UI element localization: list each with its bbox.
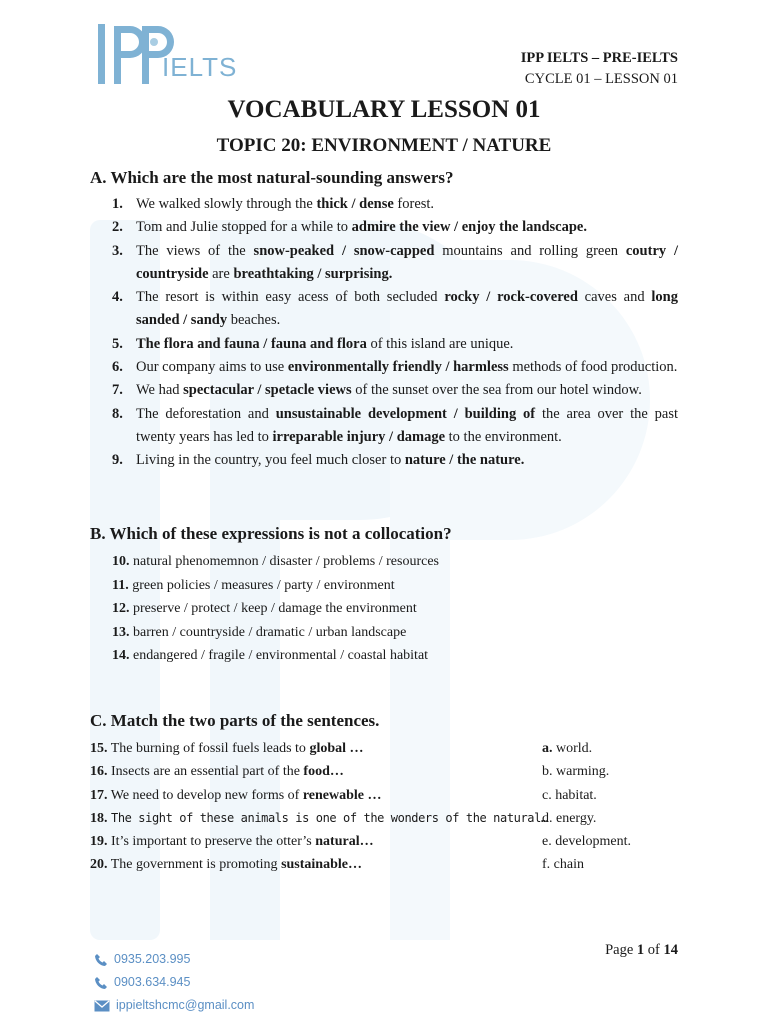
sentence-start: Insects are an essential part of the bbox=[111, 764, 304, 780]
sentence-start: The government is promoting bbox=[110, 857, 282, 873]
question-number: 10. bbox=[112, 554, 130, 569]
question-number: 13. bbox=[112, 624, 130, 640]
question-number: 9. bbox=[112, 452, 123, 469]
answer-options: environmentally friendly / harmless bbox=[287, 359, 509, 376]
question-number: 2. bbox=[112, 219, 123, 236]
collocation-item bbox=[112, 597, 678, 621]
question-text: are bbox=[208, 265, 234, 282]
question-text: The resort is within easy acess of both secluded bbox=[136, 289, 445, 306]
sentence-keyword: renewable … bbox=[302, 787, 382, 803]
answer-options: breathtaking / surprising. bbox=[233, 265, 393, 282]
match-row bbox=[90, 853, 690, 876]
question-number: 17. bbox=[90, 787, 108, 803]
page-total: 14 bbox=[663, 942, 678, 958]
sentence-start: We need to develop new forms of bbox=[110, 787, 303, 803]
question-number: 12. bbox=[112, 601, 130, 616]
sentence-keyword: sustainable… bbox=[281, 857, 362, 873]
contact-info bbox=[94, 948, 254, 1017]
question-number: 11. bbox=[112, 577, 129, 593]
question-number: 1. bbox=[112, 196, 123, 212]
phone-2-text: 0903.634.945 bbox=[114, 975, 191, 989]
question-number: 20. bbox=[90, 857, 108, 873]
answer-options: The flora and fauna / fauna and flora bbox=[136, 335, 367, 352]
question-item bbox=[112, 379, 678, 402]
match-row bbox=[90, 830, 690, 853]
question-number: 15. bbox=[90, 741, 108, 756]
question-text: We walked slowly through the bbox=[136, 196, 317, 212]
match-row bbox=[90, 807, 690, 830]
page-prefix: Page bbox=[605, 942, 637, 958]
answer-options: nature / the nature. bbox=[404, 452, 525, 469]
question-text: The views of the bbox=[136, 242, 254, 259]
collocation-item bbox=[112, 574, 678, 598]
section-c-heading: C. Match the two parts of the sentences. bbox=[90, 711, 380, 730]
answer-options: rocky / rock-covered bbox=[444, 289, 578, 306]
collocation-text: green policies / measures / party / environment bbox=[132, 577, 395, 593]
collocation-text: preserve / protect / keep / damage the environment bbox=[133, 601, 417, 616]
collocation-text: natural phenomemnon / disaster / problems / resources bbox=[133, 554, 439, 569]
sentence-keyword: food… bbox=[303, 764, 344, 780]
question-text: methods of food production. bbox=[508, 359, 678, 376]
question-text: We had bbox=[136, 382, 184, 399]
question-number: 16. bbox=[90, 764, 108, 780]
document-header bbox=[521, 48, 678, 90]
answer-options: irreparable injury / damage bbox=[272, 428, 446, 445]
section-b-heading: B. Which of these expressions is not a collocation? bbox=[90, 524, 452, 543]
answer-options: thick / dense bbox=[316, 196, 394, 212]
question-number: 3. bbox=[112, 242, 123, 259]
option-text: f. chain bbox=[542, 857, 584, 873]
question-number: 14. bbox=[112, 648, 130, 663]
page-title: VOCABULARY LESSON 01 bbox=[227, 96, 541, 123]
sentence-start: It’s important to preserve the otter’s bbox=[111, 834, 316, 850]
question-number: 8. bbox=[112, 405, 123, 422]
topic-title: TOPIC 20: ENVIRONMENT / NATURE bbox=[216, 135, 552, 156]
sentence-keyword: natural… bbox=[315, 834, 374, 850]
option-text: d. energy. bbox=[542, 810, 597, 826]
sentence-start: The sight of these animals is one of the wonders of the natural… bbox=[111, 810, 548, 825]
question-number: 19. bbox=[90, 834, 108, 850]
section-b-list bbox=[112, 550, 678, 668]
collocation-item bbox=[112, 621, 678, 645]
answer-options: snow-peaked / snow-capped bbox=[253, 242, 435, 259]
option-label: a. bbox=[542, 741, 553, 756]
phone-1-text: 0935.203.995 bbox=[114, 952, 191, 966]
question-text: caves and bbox=[577, 289, 652, 306]
question-item bbox=[112, 333, 678, 356]
question-text: of this island are unique. bbox=[366, 335, 514, 352]
section-a-heading: A. Which are the most natural-sounding answers? bbox=[90, 168, 454, 187]
page-current: 1 bbox=[636, 942, 645, 958]
answer-options: coutry / countryside bbox=[136, 242, 679, 282]
match-option bbox=[542, 830, 631, 853]
question-number: 6. bbox=[112, 359, 123, 376]
question-item bbox=[112, 240, 678, 287]
question-item bbox=[112, 449, 678, 472]
phone-icon bbox=[94, 953, 108, 967]
header-line-2: CYCLE 01 – LESSON 01 bbox=[524, 71, 678, 87]
collocation-item bbox=[112, 550, 678, 574]
question-number: 18. bbox=[90, 810, 108, 826]
email-icon bbox=[94, 1000, 110, 1012]
question-text: beaches. bbox=[227, 312, 281, 329]
phone-2 bbox=[94, 971, 254, 994]
question-number: 4. bbox=[112, 289, 123, 306]
question-text: The deforestation and bbox=[136, 405, 276, 422]
question-text: mountains and rolling green bbox=[434, 242, 626, 259]
option-text: c. habitat. bbox=[542, 787, 597, 803]
header-line-1: IPP IELTS – PRE-IELTS bbox=[520, 50, 678, 66]
match-row bbox=[90, 760, 690, 783]
question-text: of the sunset over the sea from our hotel window. bbox=[351, 382, 642, 399]
sentence-start: The burning of fossil fuels leads to bbox=[110, 741, 310, 756]
answer-options: spectacular / spetacle views bbox=[183, 382, 352, 399]
question-text: to the environment. bbox=[445, 428, 562, 445]
answer-options: admire the view / enjoy the landscape. bbox=[351, 219, 587, 236]
phone-icon bbox=[94, 976, 108, 990]
phone-1 bbox=[94, 948, 254, 971]
sentence-keyword: global … bbox=[309, 741, 364, 756]
email-text: ippieltshcmc@gmail.com bbox=[116, 998, 255, 1012]
match-option bbox=[542, 784, 597, 807]
match-row bbox=[90, 737, 690, 760]
question-text: Living in the country, you feel much closer to bbox=[136, 452, 405, 469]
question-item bbox=[112, 216, 678, 239]
question-item bbox=[112, 403, 678, 450]
match-option bbox=[542, 760, 609, 783]
page-of: of bbox=[644, 942, 664, 958]
question-text: forest. bbox=[393, 196, 435, 212]
answer-options: long sanded / sandy bbox=[136, 289, 678, 329]
email bbox=[94, 994, 254, 1017]
question-item bbox=[112, 193, 678, 216]
match-option bbox=[542, 737, 592, 760]
option-text: b. warming. bbox=[542, 764, 610, 780]
collocation-item bbox=[112, 644, 678, 668]
question-item bbox=[112, 286, 678, 333]
question-number: 7. bbox=[112, 382, 123, 399]
match-row bbox=[90, 784, 690, 807]
logo-text: IELTS bbox=[162, 52, 238, 82]
section-c-list bbox=[90, 737, 690, 877]
page-number bbox=[605, 942, 678, 959]
question-text: Tom and Julie stopped for a while to bbox=[136, 219, 352, 236]
answer-options: unsustainable development / building of bbox=[275, 405, 536, 422]
question-number: 5. bbox=[112, 335, 123, 352]
collocation-text: barren / countryside / dramatic / urban landscape bbox=[133, 624, 407, 640]
question-item bbox=[112, 356, 678, 379]
section-a-list bbox=[112, 193, 678, 473]
match-option bbox=[542, 807, 596, 830]
question-text: the area over the past twenty years has led to bbox=[136, 405, 678, 445]
collocation-text: endangered / fragile / environmental / coastal habitat bbox=[133, 648, 429, 663]
match-option bbox=[542, 853, 584, 876]
option-text: world. bbox=[552, 741, 593, 756]
option-text: e. development. bbox=[542, 834, 632, 850]
question-text: Our company aims to use bbox=[136, 359, 288, 376]
